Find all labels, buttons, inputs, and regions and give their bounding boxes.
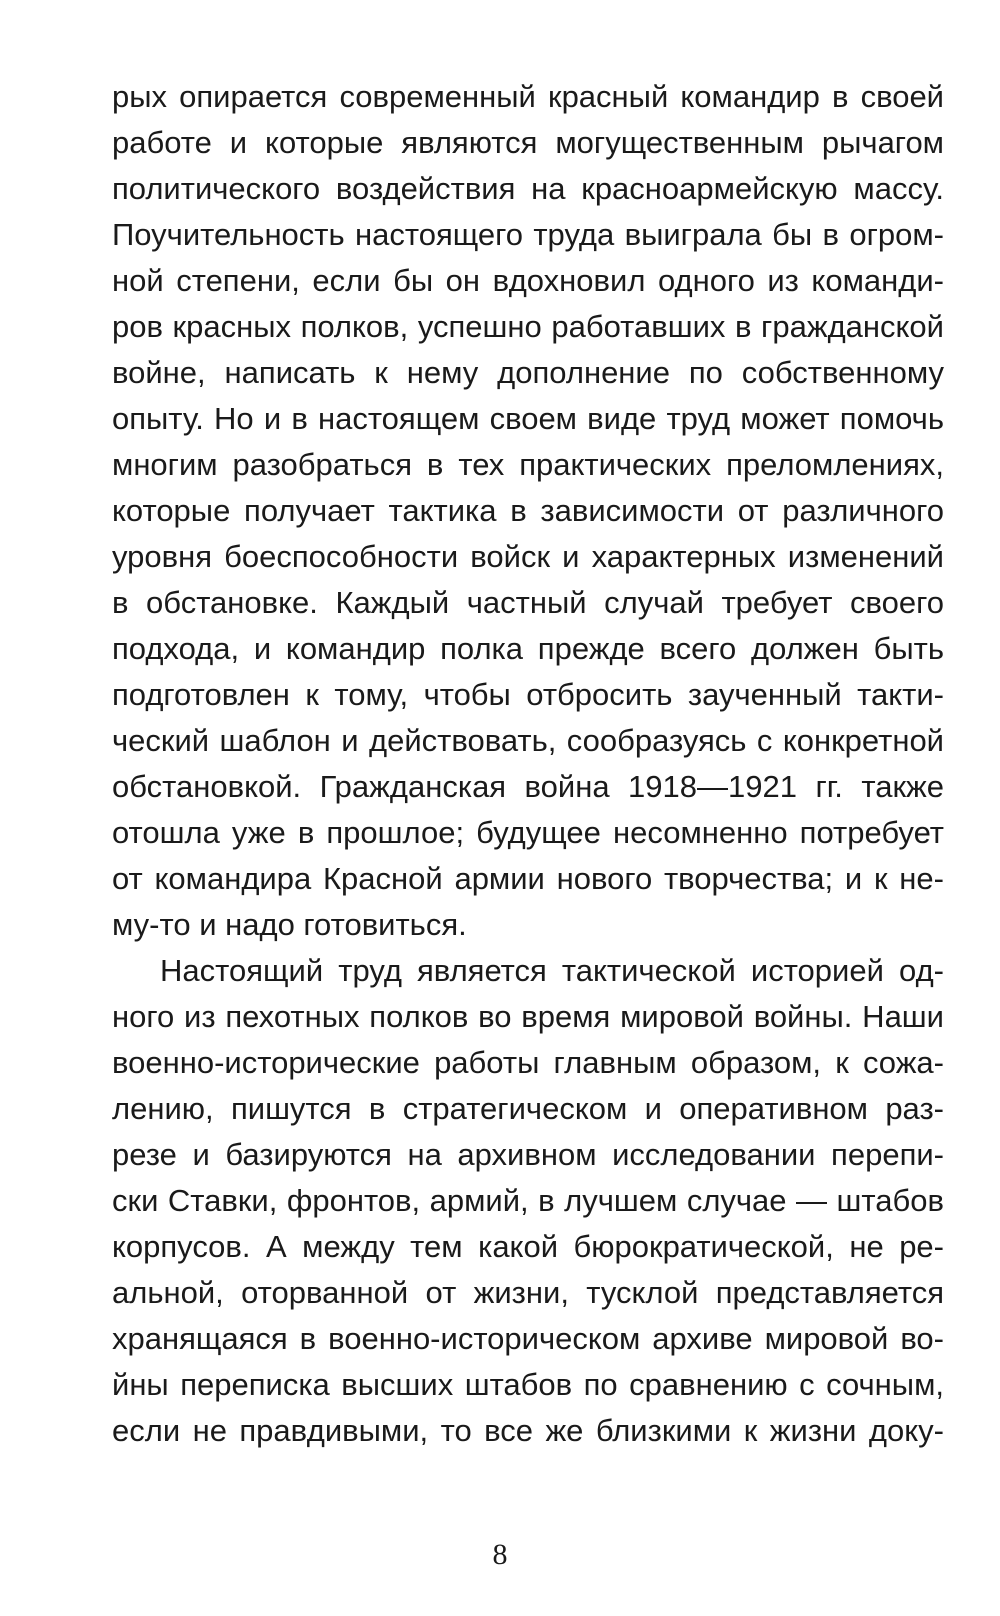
- text-line: войне, написать к нему дополнение по собственному: [112, 355, 944, 390]
- text-line: которые получает тактика в зависимости от различного: [112, 493, 944, 528]
- text-line: обстановкой. Гражданская война 1918—1921 гг. также: [112, 769, 944, 804]
- text-line: политического воздействия на красноармейскую массу.: [112, 171, 944, 206]
- text-line: хранящаяся в военно-историческом архиве мировой во-: [112, 1321, 944, 1356]
- text-line: альной, оторванной от жизни, тусклой представляется: [112, 1275, 944, 1310]
- text-line: если не правдивыми, то все же близкими к жизни доку-: [112, 1413, 944, 1448]
- text-line: подхода, и командир полка прежде всего должен быть: [112, 631, 944, 666]
- text-line: уровня боеспособности войск и характерных изменений: [112, 539, 944, 574]
- text-line: в обстановке. Каждый частный случай требует своего: [112, 585, 944, 620]
- text-line: рых опирается современный красный командир в своей: [112, 79, 944, 114]
- text-line: корпусов. А между тем какой бюрократической, не ре-: [112, 1229, 944, 1264]
- text-line: ной степени, если бы он вдохновил одного из команди-: [112, 263, 944, 298]
- text-line: Настоящий труд является тактической историей од-: [160, 953, 944, 988]
- text-line: лению, пишутся в стратегическом и оперативном раз-: [112, 1091, 944, 1126]
- page-number: 8: [492, 1538, 508, 1571]
- paragraph-1: [112, 74, 944, 948]
- text-line: военно-исторические работы главным образом, к сожа-: [112, 1045, 944, 1080]
- text-line: работе и которые являются могущественным рычагом: [112, 125, 944, 160]
- text-line: Поучительность настоящего труда выиграла бы в огром-: [112, 217, 944, 252]
- text-line: резе и базируются на архивном исследовании перепи-: [112, 1137, 944, 1172]
- text-line: от командира Красной армии нового творчества; и к не-: [112, 861, 944, 896]
- text-line: отошла уже в прошлое; будущее несомненно потребует: [112, 815, 944, 850]
- text-line: ров красных полков, успешно работавших в гражданской: [112, 309, 944, 344]
- text-line: ски Ставки, фронтов, армий, в лучшем случае — штабов: [112, 1183, 944, 1218]
- text-line: многим разобраться в тех практических преломлениях,: [112, 447, 944, 482]
- text-line: му-то и надо готовиться.: [112, 907, 467, 942]
- text-line: опыту. Но и в настоящем своем виде труд может помочь: [112, 401, 944, 436]
- text-line: ческий шаблон и действовать, сообразуясь с конкретной: [112, 723, 944, 758]
- body-text: [112, 74, 944, 1454]
- paragraph-2: [112, 948, 944, 1454]
- text-line: подготовлен к тому, чтобы отбросить заученный такти-: [112, 677, 944, 712]
- text-line: йны переписка высших штабов по сравнению с сочным,: [112, 1367, 944, 1402]
- text-line: ного из пехотных полков во время мировой войны. Наши: [112, 999, 944, 1034]
